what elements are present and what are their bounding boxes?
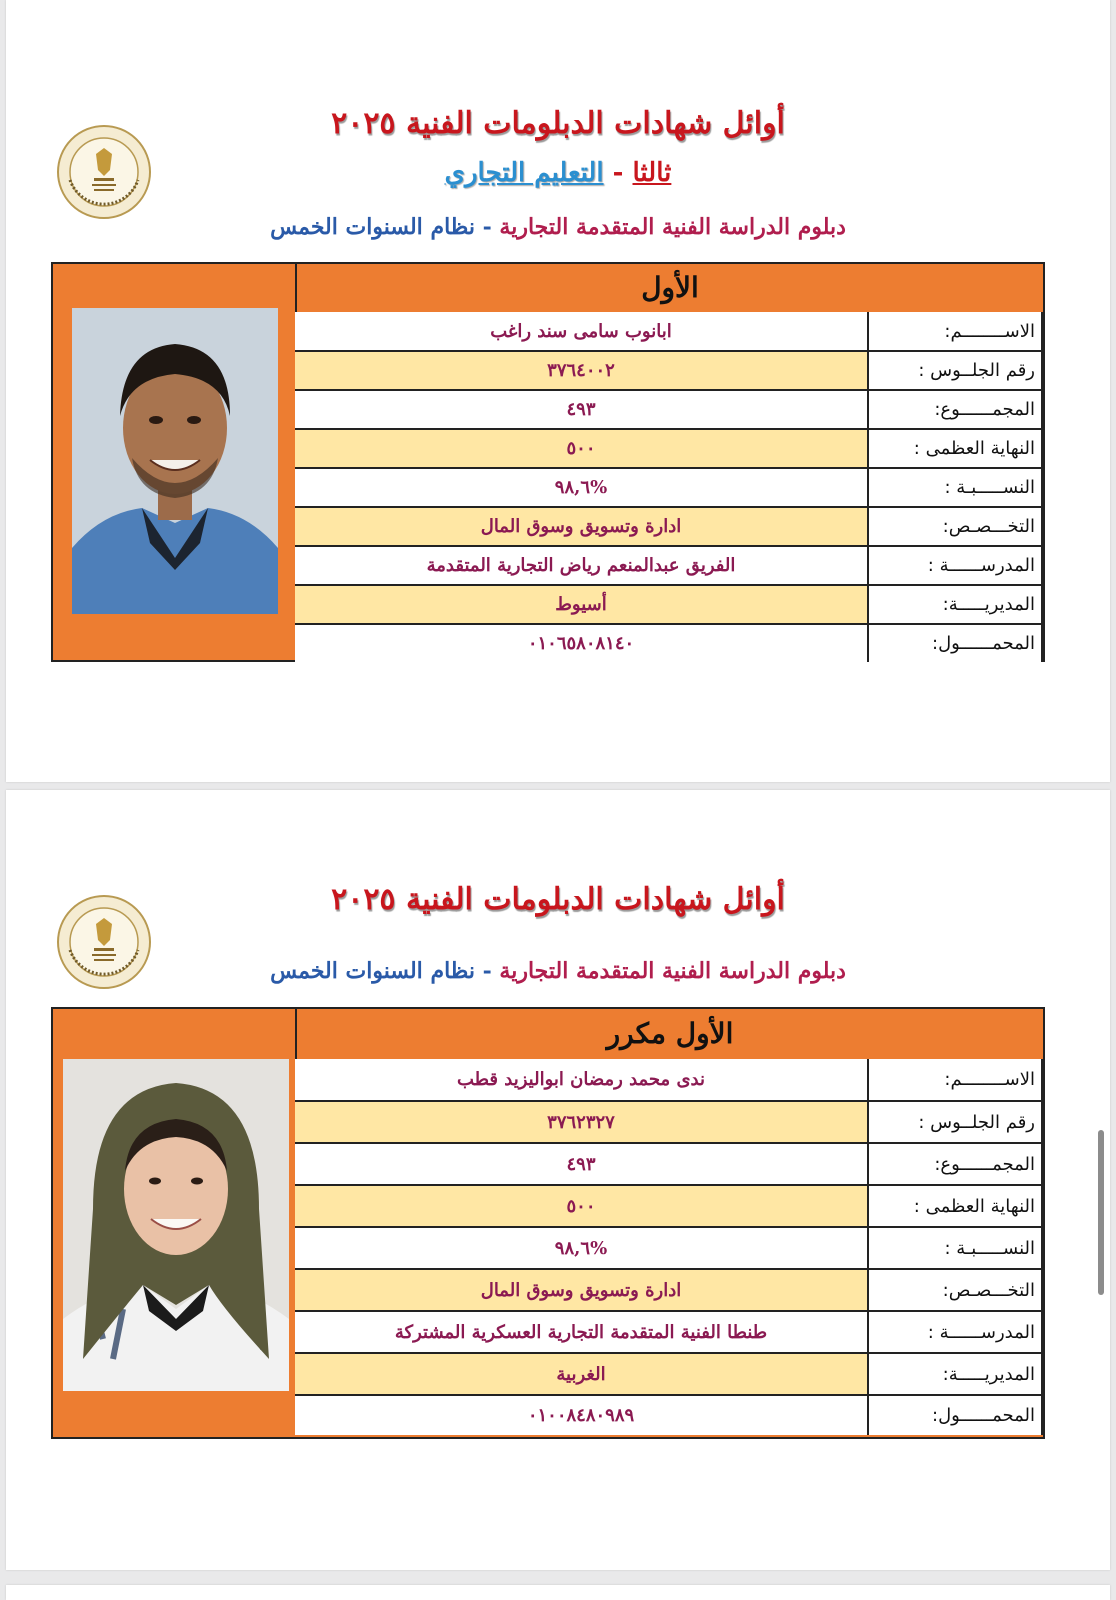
field-label: التخـــصـص: [868, 507, 1042, 546]
field-label: المحمــــــول: [868, 624, 1042, 662]
student-name: ابانوب سامى سند راغب [295, 312, 868, 351]
school: طنطا الفنية المتقدمة التجارية العسكرية المشتركة [295, 1311, 868, 1353]
directorate: أسيوط [295, 585, 868, 624]
info-row-max [295, 1185, 1042, 1227]
info-row-max [295, 429, 1042, 468]
info-row-seat [295, 1101, 1042, 1143]
mobile-number: ٠١٠٦٥٨٠٨١٤٠ [295, 624, 868, 662]
student-photo [72, 308, 278, 614]
diploma-system: - نظام السنوات الخمس [270, 958, 492, 984]
info-row-name [295, 312, 1042, 351]
document-page-2 [6, 790, 1110, 1570]
field-label: المديريـــــة: [868, 585, 1042, 624]
max-score: ٥٠٠ [295, 429, 868, 468]
rank-label: الأول مكرر [295, 1009, 1043, 1061]
percentage: %٩٨,٦ [295, 1227, 868, 1269]
diploma-name: دبلوم الدراسة الفنية المتقدمة التجارية [499, 214, 846, 240]
total-score: ٤٩٣ [295, 1143, 868, 1185]
section-number: ثالثا [632, 158, 672, 188]
info-row-percent [295, 468, 1042, 507]
student-name: ندى محمد رمضان ابواليزيد قطب [295, 1059, 868, 1101]
percentage: %٩٨,٦ [295, 468, 868, 507]
field-label: النهاية العظمى : [868, 429, 1042, 468]
school: الفريق عبدالمنعم رياض التجارية المتقدمة [295, 546, 868, 585]
info-row-total [295, 390, 1042, 429]
info-row-directorate [295, 585, 1042, 624]
specialty: ادارة وتسويق وسوق المال [295, 507, 868, 546]
document-page-3 [6, 1585, 1110, 1600]
info-row-school [295, 1311, 1042, 1353]
page-title: أوائل شهادات الدبلومات الفنية ٢٠٢٥ [331, 106, 785, 141]
field-label: المجمــــــوع: [868, 1143, 1042, 1185]
student-info-table [295, 312, 1043, 662]
field-label: النســـــبـة : [868, 468, 1042, 507]
field-label: المجمــــــوع: [868, 390, 1042, 429]
field-label: رقم الجلــوس : [868, 351, 1042, 390]
info-row-mobile [295, 624, 1042, 662]
student-card [51, 262, 1045, 662]
student-card [51, 1007, 1045, 1439]
info-row-school [295, 546, 1042, 585]
field-label: المديريـــــة: [868, 1353, 1042, 1395]
rank-label: الأول [295, 264, 1043, 314]
diploma-heading [6, 958, 1110, 984]
directorate: الغربية [295, 1353, 868, 1395]
diploma-name: دبلوم الدراسة الفنية المتقدمة التجارية [499, 958, 846, 984]
max-score: ٥٠٠ [295, 1185, 868, 1227]
info-row-seat [295, 351, 1042, 390]
field-label: النســـــبـة : [868, 1227, 1042, 1269]
diploma-system: - نظام السنوات الخمس [270, 214, 492, 240]
info-row-name [295, 1059, 1042, 1101]
section-name: التعليم التجاري [444, 158, 604, 188]
specialty: ادارة وتسويق وسوق المال [295, 1269, 868, 1311]
field-label: الاســــــــم: [868, 312, 1042, 351]
info-row-directorate [295, 1353, 1042, 1395]
section-heading [6, 158, 1110, 188]
diploma-heading [6, 214, 1110, 240]
field-label: المدرســــــة : [868, 546, 1042, 585]
field-label: المدرســــــة : [868, 1311, 1042, 1353]
info-row-mobile [295, 1395, 1042, 1435]
total-score: ٤٩٣ [295, 390, 868, 429]
field-label: الاســــــــم: [868, 1059, 1042, 1101]
field-label: رقم الجلــوس : [868, 1101, 1042, 1143]
info-row-specialty [295, 1269, 1042, 1311]
student-info-table [295, 1059, 1043, 1435]
section-dash: - [612, 158, 624, 188]
seat-number: ٣٧٦٢٣٢٧ [295, 1101, 868, 1143]
field-label: المحمــــــول: [868, 1395, 1042, 1435]
page-title: أوائل شهادات الدبلومات الفنية ٢٠٢٥ [331, 882, 785, 917]
seat-number: ٣٧٦٤٠٠٢ [295, 351, 868, 390]
mobile-number: ٠١٠٠٨٤٨٠٩٨٩ [295, 1395, 868, 1435]
vertical-scrollbar[interactable] [1098, 1130, 1104, 1295]
field-label: النهاية العظمى : [868, 1185, 1042, 1227]
info-row-percent [295, 1227, 1042, 1269]
student-photo [63, 1059, 289, 1391]
info-row-specialty [295, 507, 1042, 546]
document-page-1 [6, 0, 1110, 782]
info-row-total [295, 1143, 1042, 1185]
field-label: التخـــصـص: [868, 1269, 1042, 1311]
